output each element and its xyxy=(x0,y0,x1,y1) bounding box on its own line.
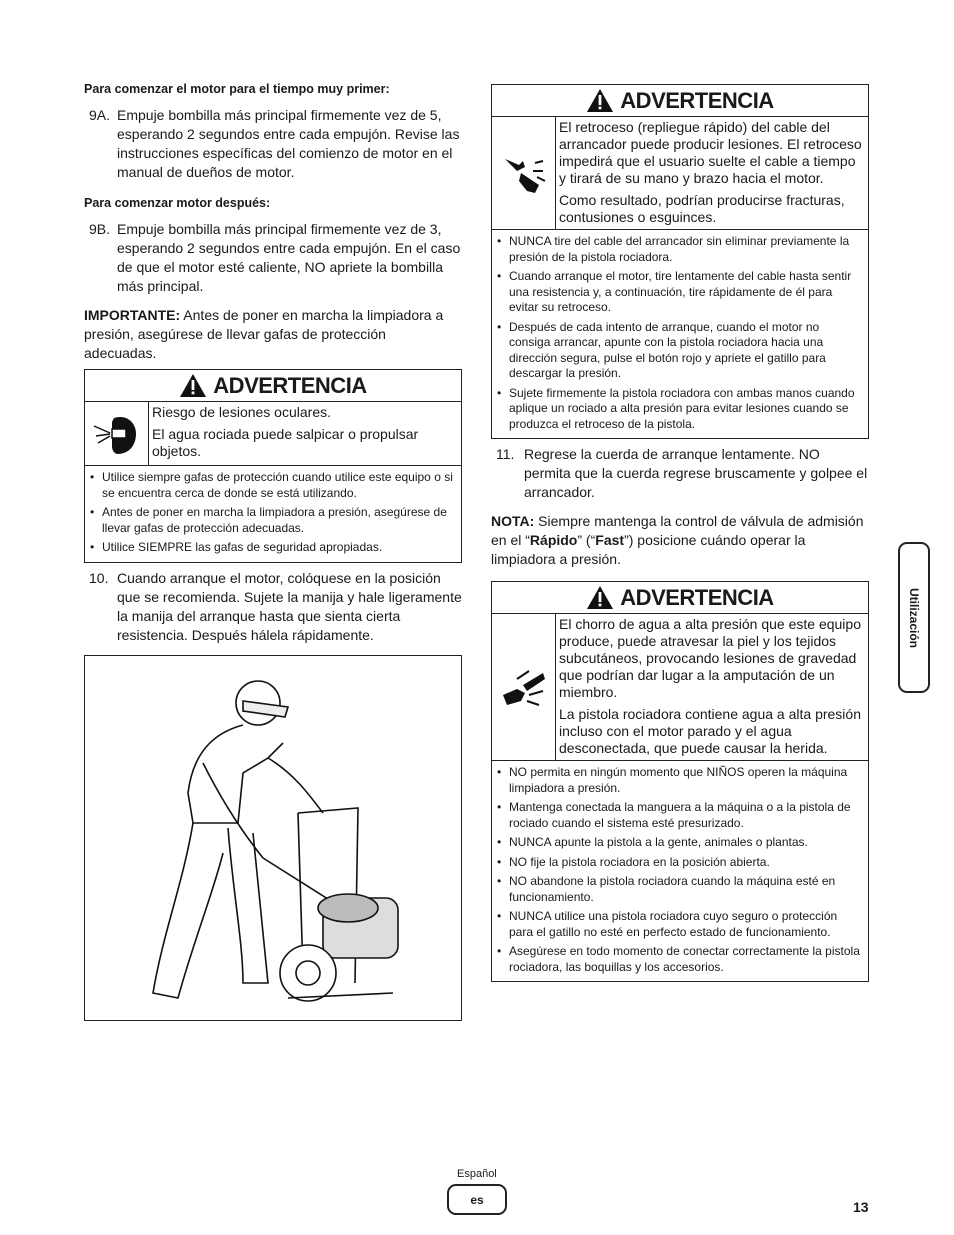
step-text: Empuje bombilla más principal firmemente vez de 3, esperando 2 segundos entre cada empujón. En el caso de que el motor esté caliente, NO apriete la bombilla más principal. xyxy=(117,221,461,294)
warning-bullets xyxy=(492,761,868,981)
warning-triangle-icon xyxy=(586,88,614,113)
warning-box-jet xyxy=(491,581,869,982)
warning-title-text: ADVERTENCIA xyxy=(213,372,367,398)
warning-bullet: • Mantenga conectada la manguera a la máquina o a la pistola de rociado cuando el sistema esté presurizado. xyxy=(509,800,862,831)
warning-line: Como resultado, podrían producirse fracturas, contusiones o esguinces. xyxy=(559,192,845,225)
right-column xyxy=(491,84,869,988)
later-start-heading: Para comenzar motor después: xyxy=(84,196,271,210)
warning-line: La pistola rociadora contiene agua a alta presión incluso con el motor parado y el agua desconectada, que puede causar la herida. xyxy=(559,706,861,756)
warning-bullets xyxy=(85,466,461,562)
warning-bullet: • Utilice siempre gafas de protección cuando utilice este equipo o si se encuentra cerca de donde se está utilizando. xyxy=(102,470,455,501)
warning-bullet: • NUNCA tire del cable del arrancador sin eliminar previamente la presión de la pistola rociadora. xyxy=(509,234,862,265)
step-9b xyxy=(84,220,462,296)
warning-triangle-icon xyxy=(179,373,207,398)
step-11 xyxy=(491,445,869,502)
nota-note xyxy=(491,512,869,569)
warning-title-text: ADVERTENCIA xyxy=(620,87,774,113)
warning-bullet: • Antes de poner en marcha la limpiadora a presión, asegúrese de llevar gafas de protección adecuadas. xyxy=(102,505,455,536)
nota-text: ”) posicione cuándo operar la limpiadora a presión. xyxy=(491,532,806,567)
warning-description xyxy=(556,614,868,760)
step-text: Regrese la cuerda de arranque lentamente. NO permita que la cuerda regrese bruscamente y golpee el arrancador. xyxy=(524,446,868,500)
nota-text: Siempre mantenga la control de válvula de admisión en el “ xyxy=(491,513,864,548)
warning-bullet: • Utilice SIEMPRE las gafas de seguridad apropiadas. xyxy=(102,540,455,556)
warning-bullet: • Asegúrese en todo momento de conectar correctamente la pistola rociadora, las boquillas y los accesorios. xyxy=(509,944,862,975)
important-label: IMPORTANTE: xyxy=(84,307,181,323)
warning-bullet: • NUNCA apunte la pistola a la gente, animales o plantas. xyxy=(509,835,862,851)
nota-text: ” (“ xyxy=(577,532,596,548)
step-text: Cuando arranque el motor, colóquese en la posición que se recomienda. Sujete la manija y hale ligeramente la manija del arranque hasta que sienta cierta resistencia. Después hálela rápidamente. xyxy=(117,569,462,643)
warning-line: Riesgo de lesiones oculares. xyxy=(152,404,331,420)
high-pressure-injection-icon xyxy=(492,614,556,760)
warning-bullet: • NO permita en ningún momento que NIÑOS operen la máquina limpiadora a presión. xyxy=(509,765,862,796)
warning-bullets xyxy=(492,230,868,438)
first-start-heading: Para comenzar el motor para el tiempo muy primer: xyxy=(84,82,390,96)
step-number: 11. xyxy=(496,446,515,462)
warning-line: El chorro de agua a alta presión que este equipo produce, puede atravesar la piel y los tejidos subcutáneos, provocando lesiones de gravedad que podrían dar lugar a la amputación de un miembro. xyxy=(559,616,861,700)
warning-title xyxy=(492,85,868,117)
warning-title-text: ADVERTENCIA xyxy=(620,584,774,610)
warning-bullet: • Cuando arranque el motor, tire lentamente del cable hasta sentir una resistencia y, a continuación, tire rápidamente de él para evitar su retroceso. xyxy=(509,269,862,316)
recoil-kickback-icon xyxy=(492,117,556,229)
warning-triangle-icon xyxy=(586,585,614,610)
warning-description xyxy=(149,402,461,465)
warning-line: El retroceso (repliegue rápido) del cable del arrancador puede producir lesiones. El retroceso impedirá que el usuario suelte el cable a tiempo y tirará de su mano y brazo hacia el motor. xyxy=(559,119,862,186)
warning-bullet: • NO fije la pistola rociadora en la posición abierta. xyxy=(509,855,862,871)
face-shield-icon xyxy=(85,402,149,465)
warning-box-recoil xyxy=(491,84,869,439)
important-note xyxy=(84,306,462,363)
language-label: Español xyxy=(457,1168,497,1180)
step-number: 10. xyxy=(89,569,109,586)
nota-rapido: Rápido xyxy=(529,532,578,548)
warning-bullet: • Sujete firmemente la pistola rociadora con ambas manos cuando aplique un rociado a alta presión para evitar lesiones cuando se produzca el retroceso de la pistola. xyxy=(509,386,862,433)
warning-title xyxy=(492,582,868,614)
nota-label: NOTA: xyxy=(491,513,535,529)
warning-line: El agua rociada puede salpicar o propulsar objetos. xyxy=(152,426,419,459)
warning-title xyxy=(85,370,461,402)
warning-body xyxy=(492,614,868,761)
warning-bullet: • Después de cada intento de arranque, cuando el motor no consiga arrancar, apunte con la pistola rociadora hacia una dirección segura, pulse el botón rojo y apriete el gatillo para descargar la presión. xyxy=(509,320,862,382)
pressure-washer-starting-illustration xyxy=(84,655,462,1021)
language-badge: es xyxy=(447,1184,507,1215)
nota-fast: Fast xyxy=(595,532,625,548)
warning-bullet: • NO abandone la pistola rociadora cuando la máquina esté en funcionamiento. xyxy=(509,874,862,905)
step-number: 9B. xyxy=(89,221,111,237)
step-9a xyxy=(84,106,462,182)
warning-body xyxy=(85,402,461,466)
warning-body xyxy=(492,117,868,230)
warning-box-eye xyxy=(84,369,462,563)
step-number: 9A. xyxy=(89,107,111,123)
important-text: Antes de poner en marcha la limpiadora a presión, asegúrese de llevar gafas de protección adecuadas. xyxy=(84,307,444,361)
section-tab-label: Utilización xyxy=(907,587,922,648)
page-number: 13 xyxy=(853,1199,869,1215)
step-10 xyxy=(84,569,462,645)
step-text: Empuje bombilla más principal firmemente vez de 5, esperando 2 segundos entre cada empujón. Revise las instrucciones específicas del comienzo de motor en el manual de dueños de motor. xyxy=(117,107,460,180)
section-tab xyxy=(898,542,930,693)
warning-description xyxy=(556,117,868,229)
left-column xyxy=(84,80,462,1021)
warning-bullet: • NUNCA utilice una pistola rociadora cuyo seguro o protección para el gatillo no esté en perfecto estado de funcionamiento. xyxy=(509,909,862,940)
